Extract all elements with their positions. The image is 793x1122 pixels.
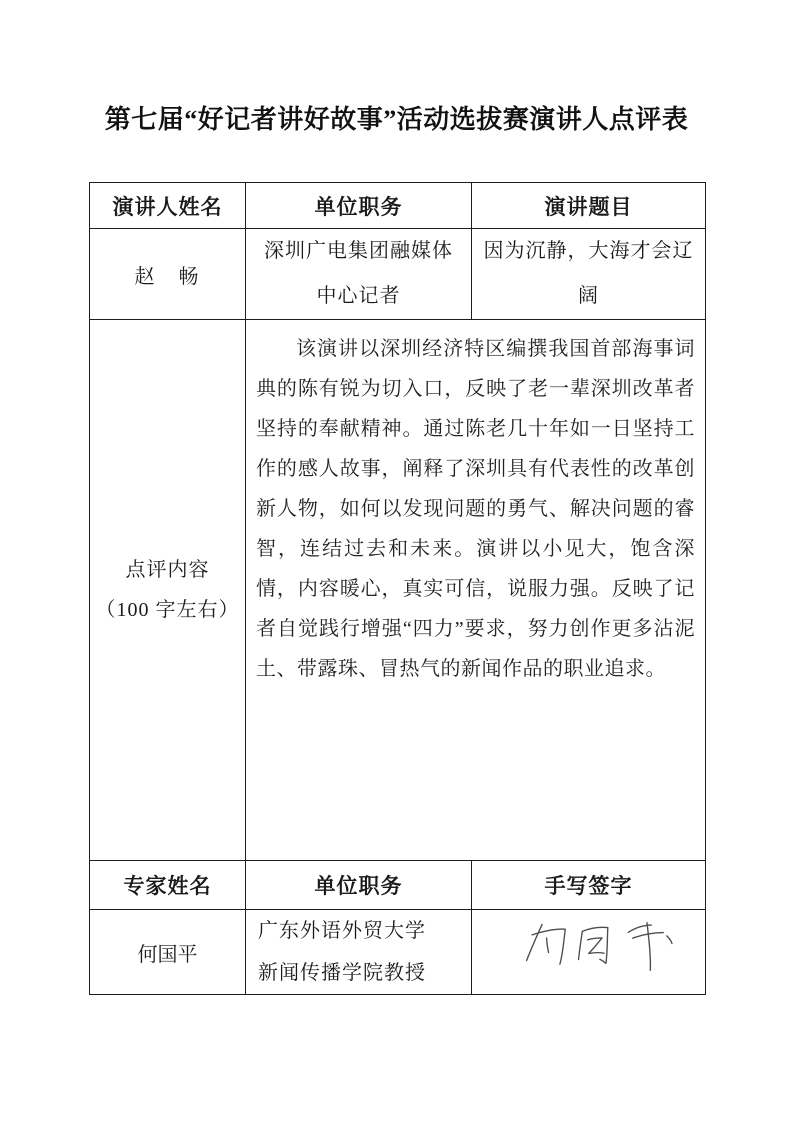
speaker-unit-line1: 深圳广电集团融媒体 — [264, 240, 453, 262]
signature-cell — [472, 910, 706, 995]
speaker-unit-line2: 中心记者 — [316, 285, 401, 307]
table-header-row-bottom — [90, 861, 706, 910]
header-handwritten-signature: 手写签字 — [472, 861, 706, 910]
header-speech-topic: 演讲题目 — [472, 183, 706, 229]
header-expert-name: 专家姓名 — [90, 861, 246, 910]
evaluation-table — [89, 182, 706, 995]
header-expert-unit-title: 单位职务 — [246, 861, 472, 910]
table-header-row-top — [90, 183, 706, 229]
header-unit-title: 单位职务 — [246, 183, 472, 229]
expert-unit-cell — [246, 910, 472, 995]
speaker-info-row — [90, 229, 706, 320]
expert-unit-line2: 新闻传播学院教授 — [258, 962, 426, 984]
speaker-name-cell: 赵 畅 — [90, 229, 246, 320]
expert-unit-line1: 广东外语外贸大学 — [258, 920, 426, 942]
expert-info-row — [90, 910, 706, 995]
header-speaker-name: 演讲人姓名 — [90, 183, 246, 229]
comment-label-cell — [90, 320, 246, 861]
handwritten-signature-image — [493, 913, 690, 986]
speech-topic-line2: 阔 — [578, 285, 599, 307]
comment-text: 该演讲以深圳经济特区编撰我国首部海事词典的陈有锐为切入口，反映了老一辈深圳改革者坚持的奉献精神。通过陈老几十年如一日坚持工作的感人故事，阐释了深圳具有代表性的改革创新人物，如何以发现问题的勇气、解决问题的睿智，连结过去和未来。演讲以小见大，饱含深情，内容暖心，真实可信，说服力强。反映了记者自觉践行增强“四力”要求，努力创作更多沾泥土、带露珠、冒热气的新闻作品的职业追求。 — [256, 338, 695, 680]
comment-label-line2: （100 字左右） — [95, 599, 240, 621]
speech-topic-cell — [472, 229, 706, 320]
expert-name-cell: 何国平 — [90, 910, 246, 995]
speaker-unit-cell — [246, 229, 472, 320]
speech-topic-line1: 因为沉静，大海才会辽 — [483, 240, 694, 262]
comment-content-cell — [246, 320, 706, 861]
comment-row — [90, 320, 706, 861]
comment-label-line1: 点评内容 — [125, 559, 210, 581]
page-title: 第七届“好记者讲好故事”活动选拔赛演讲人点评表 — [104, 105, 689, 134]
